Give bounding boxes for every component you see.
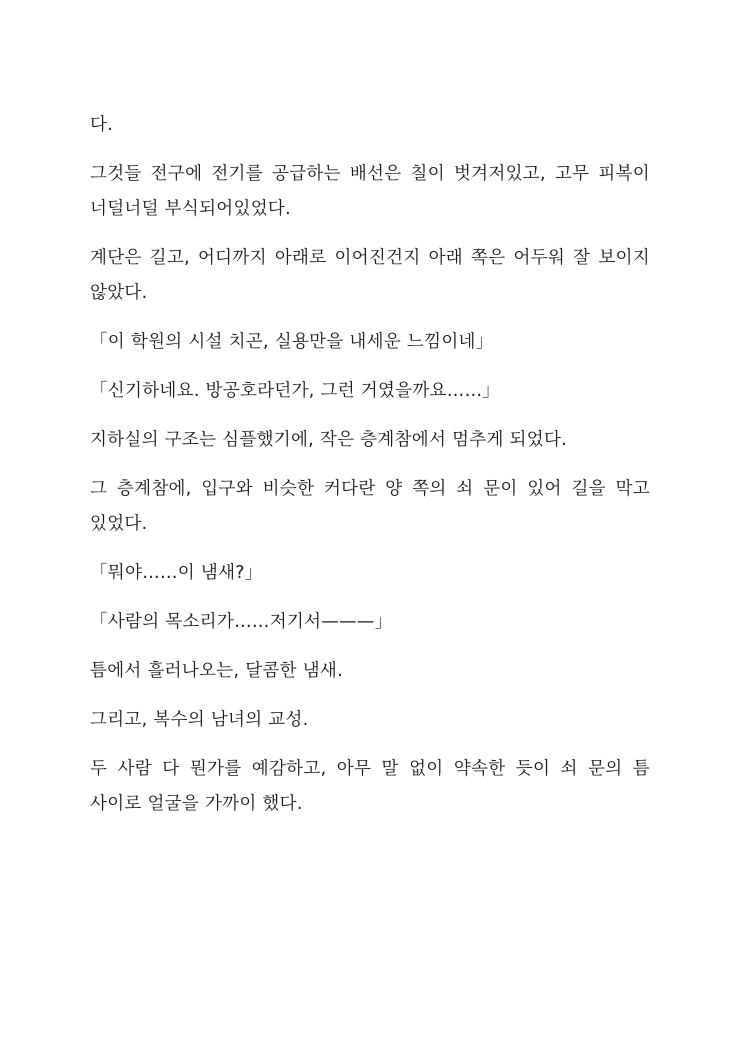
dialogue-line: 「사람의 목소리가……저기서———」	[90, 612, 393, 632]
paragraph: 지하실의 구조는 심플했기에, 작은 층계참에서 멈추게 되었다.	[90, 430, 568, 450]
paragraph: 틈에서 흘러나오는, 달콤한 냄새.	[90, 661, 343, 681]
body-text	[90, 108, 650, 836]
paragraph: 다.	[90, 115, 114, 135]
paragraph: 그것들 전구에 전기를 공급하는 배선은 칠이 벗겨저있고, 고무 피복이 너덜너덜 부식되어있었다.	[90, 164, 650, 219]
paragraph: 두 사람 다 뭔가를 예감하고, 아무 말 없이 약속한 듯이 쇠 문의 틈 사이로 얼굴을 가까이 했다.	[90, 759, 650, 814]
dialogue-line: 「이 학원의 시설 치곤, 실용만을 내세운 느낌이네」	[90, 332, 494, 352]
dialogue-line: 「뭐야……이 냄새?」	[90, 563, 263, 583]
dialogue-line: 「신기하네요. 방공호라던가, 그런 거였을까요……」	[90, 381, 501, 401]
paragraph: 계단은 길고, 어디까지 아래로 이어진건지 아래 쪽은 어두워 잘 보이지 않았다.	[90, 248, 650, 303]
paragraph: 그 층계참에, 입구와 비슷한 커다란 양 쪽의 쇠 문이 있어 길을 막고 있었다.	[90, 479, 650, 534]
paragraph: 그리고, 복수의 남녀의 교성.	[90, 710, 309, 730]
